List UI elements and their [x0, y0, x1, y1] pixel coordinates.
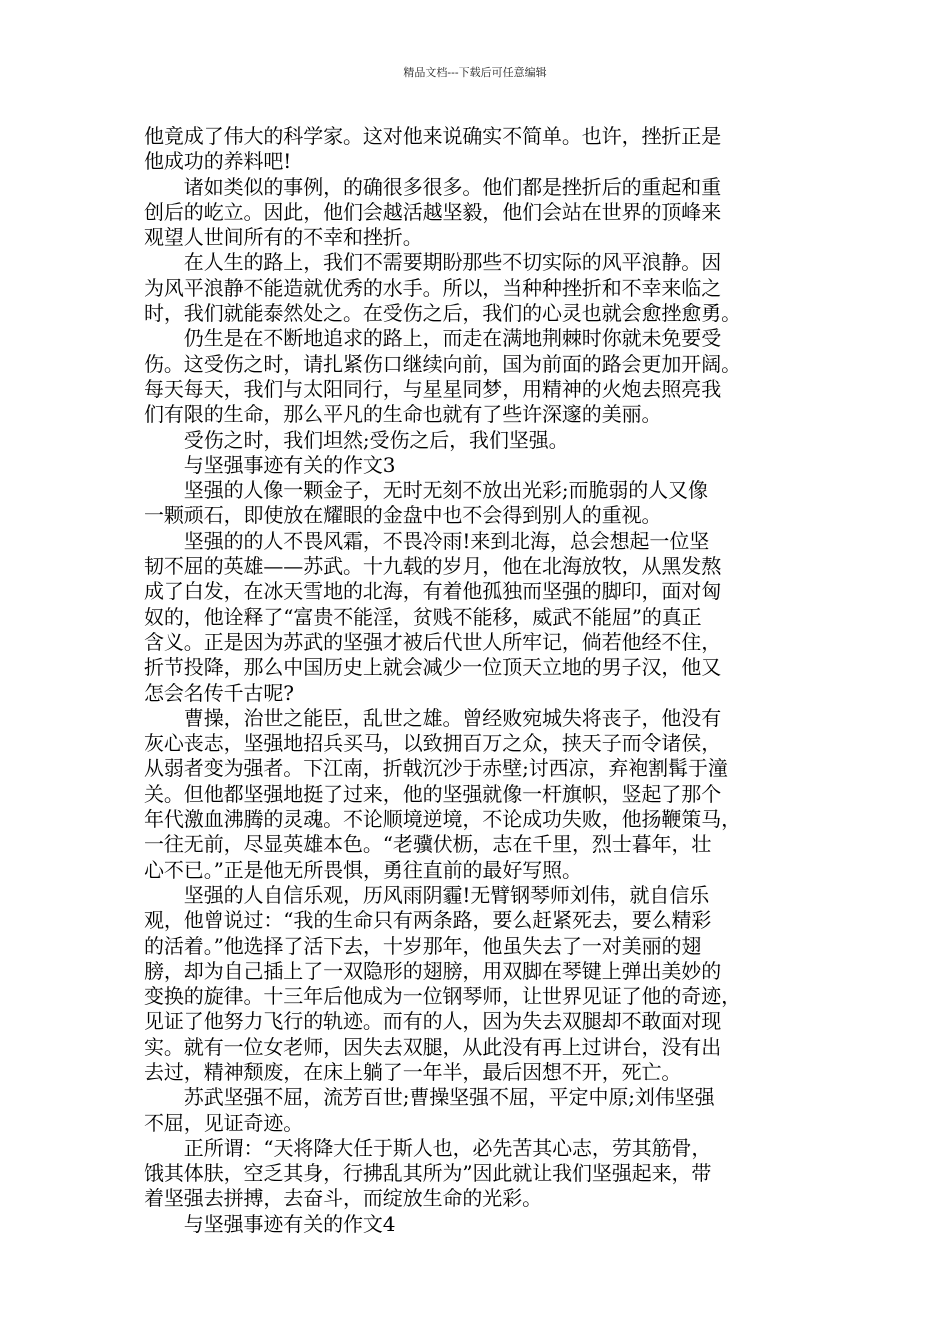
text-line: 心不已。”正是他无所畏惧，勇往直前的最好写照。	[144, 857, 582, 882]
page-header: 精品文档---下载后可任意编辑	[403, 66, 547, 79]
text-line: 观望人世间所有的不幸和挫折。	[144, 225, 423, 250]
text-line: 诸如类似的事例，的确很多很多。他们都是挫折后的重起和重	[144, 174, 722, 199]
text-line: 他成功的养料吧!	[144, 149, 292, 174]
text-line: 创后的屹立。因此，他们会越活越坚毅，他们会站在世界的顶峰来	[144, 199, 722, 224]
text-line: 韧不屈的英雄——苏武。十九载的岁月，他在北海放牧，从黑发熬	[144, 554, 722, 579]
section-heading: 与坚强事迹有关的作文3	[144, 452, 396, 477]
text-line: 坚强的人像一颗金子，无时无刻不放出光彩;而脆弱的人又像	[144, 478, 708, 503]
text-line: 坚强的的人不畏风霜，不畏冷雨!来到北海，总会想起一位坚	[144, 528, 710, 553]
text-line: 他竟成了伟大的科学家。这对他来说确实不简单。也许，挫折正是	[144, 124, 722, 148]
text-line: 怎会名传千古呢?	[144, 680, 294, 705]
text-line: 变换的旋律。十三年后他成为一位钢琴师，让世界见证了他的奇迹，	[144, 984, 741, 1009]
text-line: 每天每天，我们与太阳同行，与星星同梦，用精神的火炮去照亮我	[144, 376, 722, 401]
document-body	[144, 124, 814, 1237]
text-line: 着坚强去拼搏，去奋斗，而绽放生命的光彩。	[144, 1186, 542, 1211]
text-line: 受伤之时，我们坦然;受伤之后，我们坚强。	[144, 427, 569, 452]
text-line: 时，我们就能泰然处之。在受伤之后，我们的心灵也就会愈挫愈勇。	[144, 301, 741, 326]
text-line: 成了白发，在冰天雪地的北海，有着他孤独而坚强的脚印，面对匈	[144, 579, 722, 604]
text-line: 膀，却为自己插上了一双隐形的翅膀，用双脚在琴键上弹出美妙的	[144, 958, 722, 983]
text-line: 一颗顽石，即使放在耀眼的金盘中也不会得到别人的重视。	[144, 503, 662, 528]
text-line: 灰心丧志，坚强地招兵买马，以致拥百万之众，挟天子而令诸侯，	[144, 731, 722, 756]
text-line: 实。就有一位女老师，因失去双腿，从此没有再上过讲台，没有出	[144, 1034, 722, 1059]
text-line: 见证了他努力飞行的轨迹。而有的人，因为失去双腿却不敢面对现	[144, 1009, 722, 1034]
text-line: 不屈，见证奇迹。	[144, 1110, 304, 1135]
text-line: 伤。这受伤之时，请扎紧伤口继续向前，国为前面的路会更加开阔。	[144, 351, 741, 376]
text-line: 关。但他都坚强地挺了过来，他的坚强就像一杆旗帜，竖起了那个	[144, 781, 722, 806]
text-line: 饿其体肤，空乏其身，行拂乱其所为”因此就让我们坚强起来，带	[144, 1161, 712, 1186]
text-line: 曹操，治世之能臣，乱世之雄。曾经败宛城失将丧子，他没有	[144, 705, 722, 730]
text-line: 一往无前，尽显英雄本色。“老骥伏枥，志在千里，烈士暮年，壮	[144, 832, 712, 857]
text-line: 们有限的生命，那么平凡的生命也就有了些许深邃的美丽。	[144, 402, 662, 427]
text-line: 从弱者变为强者。下江南，折戟沉沙于赤壁;讨西凉，弃袍割髯于潼	[144, 756, 728, 781]
text-line: 仍生是在不断地追求的路上，而走在满地荆棘时你就未免要受	[144, 326, 722, 351]
text-line: 观，他曾说过：“我的生命只有两条路，要么赶紧死去，要么精彩	[144, 908, 712, 933]
text-line: 去过，精神颓废，在床上躺了一年半，最后因想不开，死亡。	[144, 1059, 682, 1084]
text-line: 苏武坚强不屈，流芳百世;曹操坚强不屈，平定中原;刘伟坚强	[144, 1085, 715, 1110]
text-line: 为风平浪静不能造就优秀的水手。所以，当种种挫折和不幸来临之	[144, 275, 722, 300]
text-line: 含义。正是因为苏武的坚强才被后代世人所牢记，倘若他经不住，	[144, 629, 722, 654]
text-line: 的活着。”他选择了活下去，十岁那年，他虽失去了一对美丽的翅	[144, 933, 702, 958]
text-line: 奴的，他诠释了“富贵不能淫，贫贱不能移，威武不能屈”的真正	[144, 604, 702, 629]
text-line: 年代激血沸腾的灵魂。不论顺境逆境，不论成功失败，他扬鞭策马，	[144, 807, 741, 832]
text-line: 在人生的路上，我们不需要期盼那些不切实际的风平浪静。因	[144, 250, 722, 275]
text-line: 坚强的人自信乐观，历风雨阴霾!无臂钢琴师刘伟，就自信乐	[144, 882, 710, 907]
text-line: 正所谓：“天将降大任于斯人也，必先苦其心志，劳其筋骨，	[144, 1135, 712, 1160]
text-line: 折节投降，那么中国历史上就会减少一位顶天立地的男子汉，他又	[144, 655, 722, 680]
section-heading: 与坚强事迹有关的作文4	[144, 1211, 396, 1236]
